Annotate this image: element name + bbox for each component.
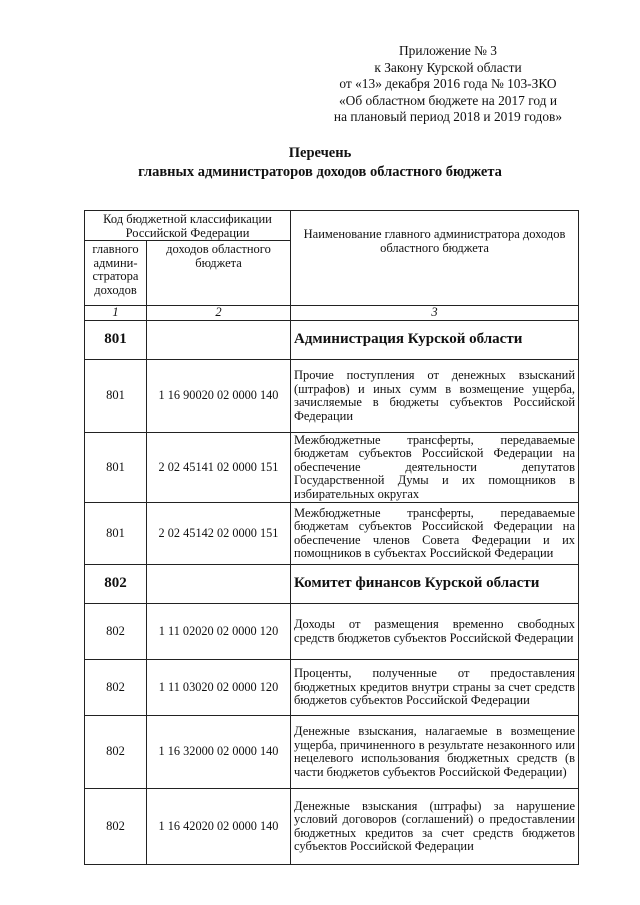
admin-code-cell: 801	[85, 433, 147, 503]
admin-code-cell: 801	[85, 321, 147, 360]
column-number: 1	[85, 306, 147, 321]
header-name-text: Наименование главного администратора доходов областного бюджета	[303, 227, 566, 255]
column-number: 2	[147, 306, 291, 321]
table-header-row	[85, 211, 579, 241]
revenue-code-cell: 1 16 90020 02 0000 140	[147, 360, 291, 433]
document-title	[0, 144, 640, 182]
revenue-name-cell: Доходы от размещения временно свободных средств бюджетов субъектов Российской Федерации	[291, 604, 579, 660]
table-row	[85, 360, 579, 433]
revenue-name-cell: Межбюджетные трансферты, передаваемые бюджетам субъектов Российской Федерации на обеспечение членов Совета Федерации и их помощников в субъектах Российской Федерации	[291, 503, 579, 565]
header-code-group: Код бюджетной классификации Российской Федерации	[85, 211, 291, 241]
revenue-code-cell: 1 16 32000 02 0000 140	[147, 716, 291, 789]
admin-code-cell: 802	[85, 565, 147, 604]
revenue-name-cell: Денежные взыскания (штрафы) за нарушение условий договоров (соглашений) о предоставлении бюджетных кредитов за счет средств бюджетов субъектов Российской Федерации	[291, 789, 579, 865]
revenue-code-cell: 1 11 02020 02 0000 120	[147, 604, 291, 660]
revenue-code-cell: 2 02 45141 02 0000 151	[147, 433, 291, 503]
admin-code-cell: 801	[85, 503, 147, 565]
revenue-code-cell: 1 11 03020 02 0000 120	[147, 660, 291, 716]
appendix-line: на плановый период 2018 и 2019 годов»	[333, 109, 563, 125]
administrator-name-cell: Комитет финансов Курской области	[291, 565, 579, 604]
section-row	[85, 321, 579, 360]
column-number: 3	[291, 306, 579, 321]
appendix-line: от «13» декабря 2016 года № 103-ЗКО	[339, 76, 557, 92]
table-row	[85, 660, 579, 716]
column-numbers-row	[85, 306, 579, 321]
revenue-administrators-table	[84, 210, 579, 865]
appendix-line: Приложение № 3	[398, 43, 498, 58]
section-row	[85, 565, 579, 604]
admin-code-cell: 802	[85, 716, 147, 789]
revenue-name-cell: Межбюджетные трансферты, передаваемые бюджетам субъектов Российской Федерации на обеспечение деятельности депутатов Государственной Думы и их помощников в избирательных округах	[291, 433, 579, 503]
admin-code-cell: 802	[85, 789, 147, 865]
table-row	[85, 604, 579, 660]
table-body	[85, 321, 579, 865]
appendix-line: «Об областном бюджете на 2017 год и	[338, 92, 558, 108]
admin-code-cell: 802	[85, 660, 147, 716]
revenue-code-cell: 2 02 45142 02 0000 151	[147, 503, 291, 565]
header-admin-code: главного админи-стратора доходов	[85, 241, 147, 306]
revenue-code-cell	[147, 321, 291, 360]
appendix-line: к Закону Курской области	[374, 59, 522, 75]
header-name	[291, 211, 579, 306]
revenue-name-cell: Денежные взыскания, налагаемые в возмещение ущерба, причиненного в результате незаконного или нецелевого использования бюджетных средств (в части бюджетов субъектов Российской Федерации)	[291, 716, 579, 789]
table-row	[85, 789, 579, 865]
table-row	[85, 433, 579, 503]
revenue-code-cell: 1 16 42020 02 0000 140	[147, 789, 291, 865]
table-row	[85, 716, 579, 789]
admin-code-cell: 801	[85, 360, 147, 433]
appendix-header	[318, 43, 578, 126]
title-line-2: главных администраторов доходов областного бюджета	[138, 164, 502, 180]
table-row	[85, 503, 579, 565]
admin-code-cell: 802	[85, 604, 147, 660]
administrator-name-cell: Администрация Курской области	[291, 321, 579, 360]
revenue-name-cell: Проценты, полученные от предоставления бюджетных кредитов внутри страны за счет средств бюджетов субъектов Российской Федерации	[291, 660, 579, 716]
revenue-code-cell	[147, 565, 291, 604]
header-revenue-code: доходов областного бюджета	[147, 241, 291, 306]
title-line-1: Перечень	[288, 145, 352, 161]
revenue-name-cell: Прочие поступления от денежных взысканий (штрафов) и иных сумм в возмещение ущерба, зачисляемые в бюджеты субъектов Российской Федерации	[291, 360, 579, 433]
